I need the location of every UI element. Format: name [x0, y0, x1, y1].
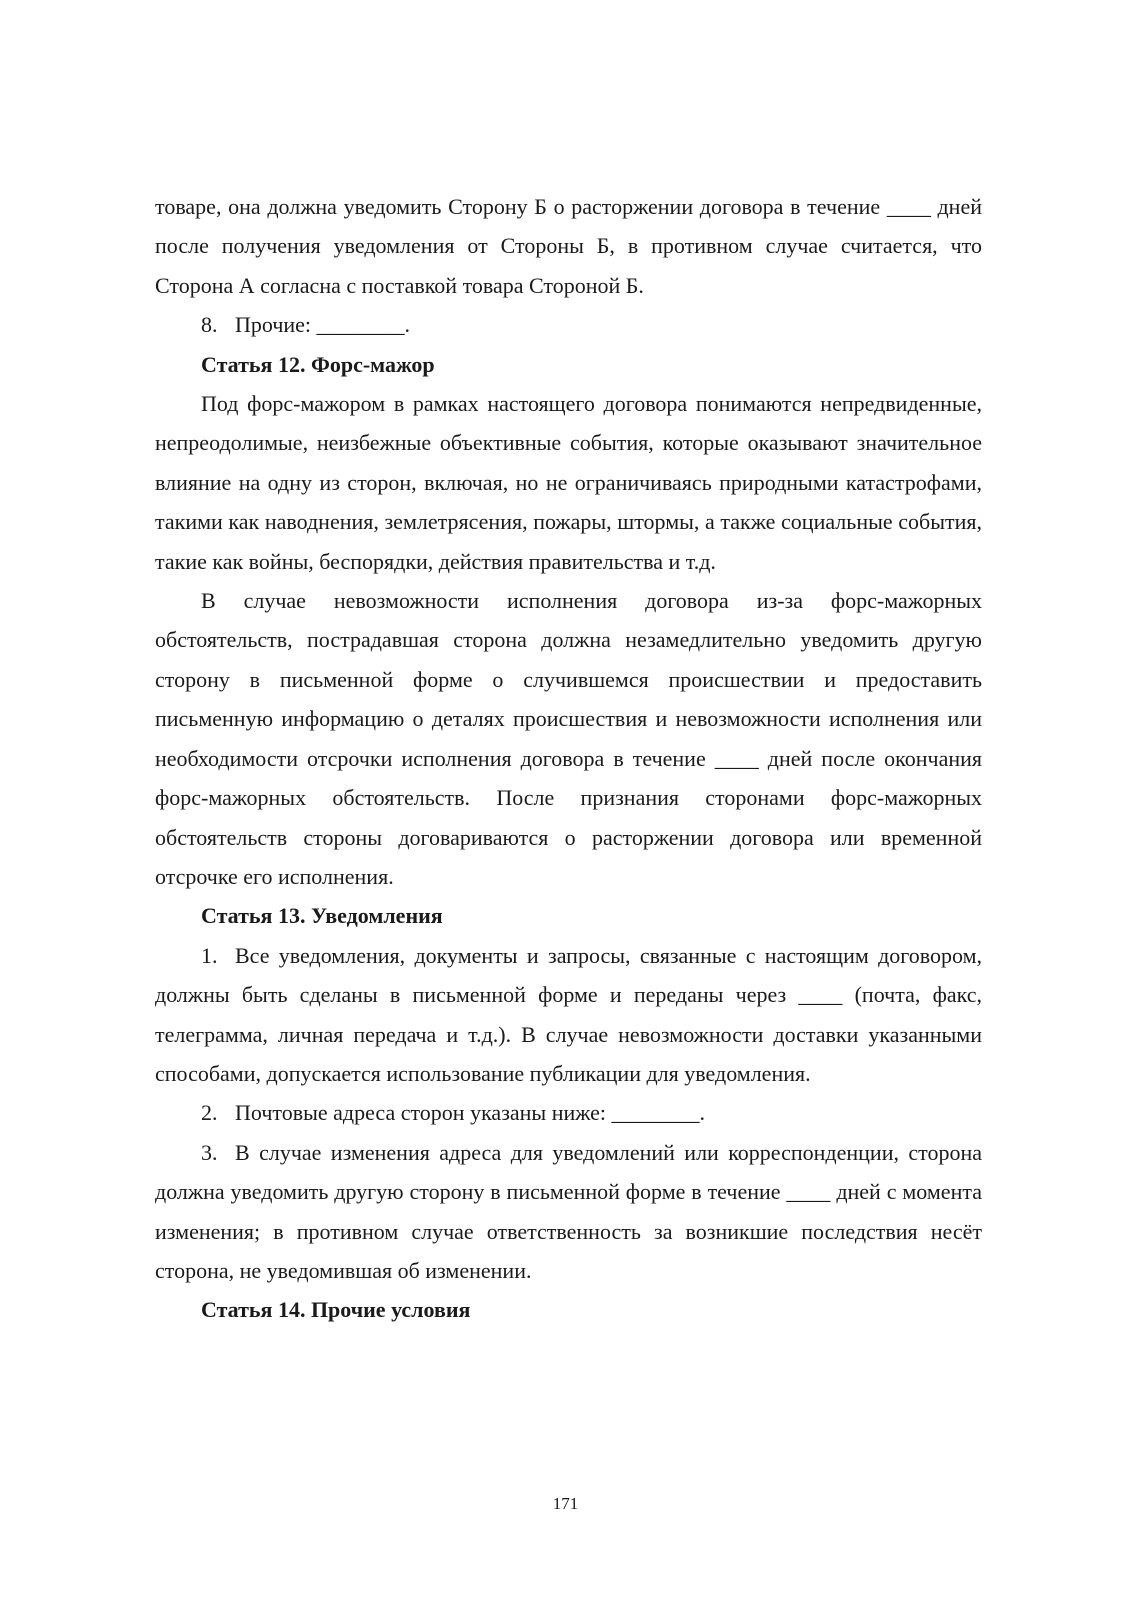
- article-14-heading: Статья 14. Прочие условия: [201, 1297, 471, 1323]
- article-12-heading: Статья 12. Форс-мажор: [201, 351, 435, 377]
- list-item-number: 3.: [201, 1139, 218, 1165]
- document-page: [155, 187, 982, 1330]
- list-item-text: Почтовые адреса сторон указаны ниже: ________.: [235, 1100, 706, 1126]
- list-item-text: В случае изменения адреса для уведомлений или корреспонденции, сторона должна уведомить другую сторону в письменной форме в течение ____ дней с момента изменения; в противном случае ответственность за возникшие последствия несёт сторона, не уведомившая об изменении.: [155, 1139, 982, 1283]
- article-13-heading: Статья 13. Уведомления: [201, 903, 443, 929]
- list-item-8: [155, 305, 982, 344]
- list-item-text: Все уведомления, документы и запросы, связанные с настоящим договором, должны быть сделаны в письменной форме и переданы через ____ (почта, факс, телеграмма, личная передача и т.д.). В случае невозможности доставки указанными способами, допускается использование публикации для уведомления.: [155, 942, 982, 1086]
- article-13-item-3: [155, 1133, 982, 1291]
- paragraph-continuation: товаре, она должна уведомить Сторону Б о расторжении договора в течение ____ дней после получения уведомления от Стороны Б, в противном случае считается, что Сторона А согласна с поставкой товара Стороной Б.: [155, 194, 982, 298]
- article-12-paragraph-1: Под форс-мажором в рамках настоящего договора понимаются непредвиденные, непреодолимые, неизбежные объективные события, которые оказывают значительное влияние на одну из сторон, включая, но не ограничиваясь природными катастрофами, такими как наводнения, землетрясения, пожары, штормы, а также социальные события, такие как войны, беспорядки, действия правительства и т.д.: [155, 391, 982, 574]
- article-13-item-2: [155, 1093, 982, 1132]
- list-item-number: 8.: [201, 312, 218, 338]
- list-item-text: Прочие: ________.: [235, 312, 411, 338]
- article-12-paragraph-2: В случае невозможности исполнения договора из-за форс-мажорных обстоятельств, пострадавшая сторона должна незамедлительно уведомить другую сторону в письменной форме о случившемся происшествии и предоставить письменную информацию о деталях происшествия и невозможности исполнения или необходимости отсрочки исполнения договора в течение ____ дней после окончания форс-мажорных обстоятельств. После признания сторонами форс-мажорных обстоятельств стороны договариваются о расторжении договора или временной отсрочке его исполнения.: [155, 588, 982, 889]
- page-number: 171: [552, 1494, 579, 1513]
- article-13-item-1: [155, 936, 982, 1094]
- list-item-number: 2.: [201, 1100, 218, 1126]
- list-item-number: 1.: [201, 942, 218, 968]
